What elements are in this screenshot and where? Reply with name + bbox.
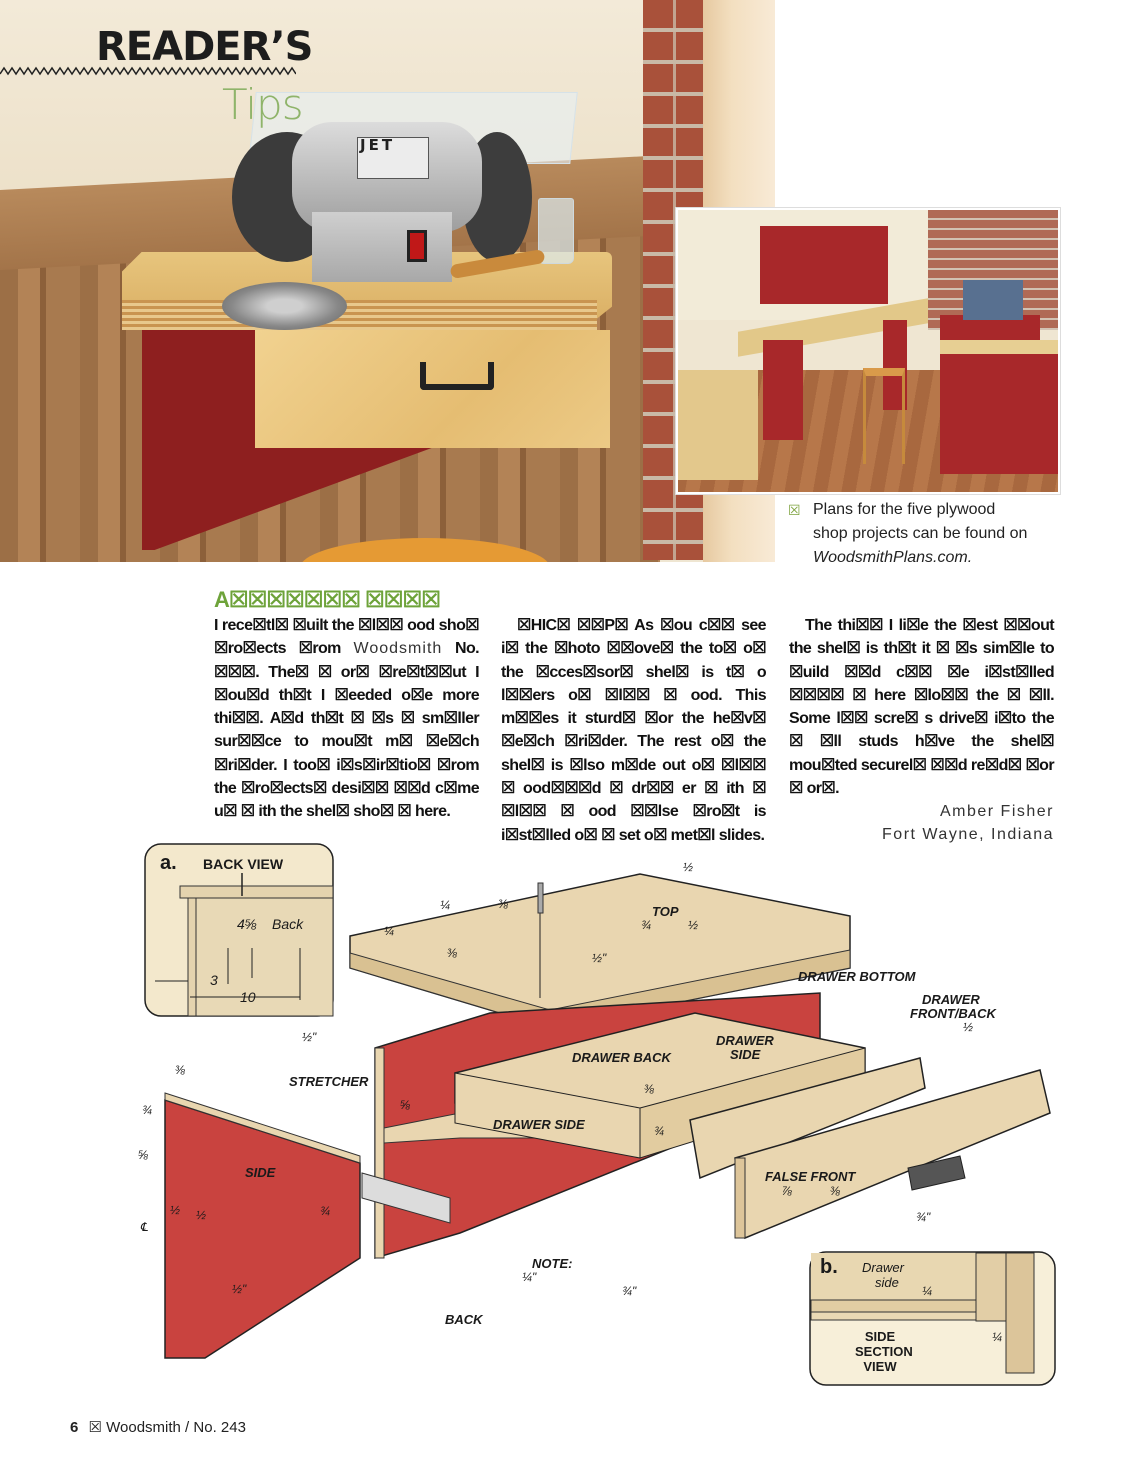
inset-photo [676,208,1060,494]
label-top: TOP [652,904,679,919]
label-drawer-bottom: DRAWER BOTTOM [798,969,916,984]
plywood-edge [122,300,597,330]
publication-name: Woodsmith / No. 243 [106,1419,246,1436]
stool [863,368,905,464]
rolling-cart [940,340,1058,474]
bullet-icon: ☒ [788,502,801,518]
label-drawer-back: DRAWER BACK [572,1050,671,1065]
label-drawer-side: DRAWER SIDE [493,1117,585,1132]
section-subtitle: Tips [222,80,303,129]
centerline-icon: ℄ [140,1220,148,1234]
label-drawer-front-back: FRONT/BACK [910,1006,996,1021]
magazine-name: Woodsmith [353,640,443,658]
label-side: SIDE [245,1165,276,1180]
grinder-brand: JET [360,136,396,154]
detail-a-letter: a. [160,852,177,874]
plywood-panel [678,370,758,480]
label-back: BACK [445,1312,483,1327]
drawer-handle [420,362,494,390]
detail-b-title: SIDE SECTION VIEW [855,1329,913,1374]
article-column-2: ☒HIC☒ ☒☒P☒ As ☒ou c☒☒ see i☒ the ☒hoto ☒☒ove☒ the to☒ o☒ the ☒cces☒sor☒ shel☒ is t☒ o l☒☒ers o☒ ☒l☒☒ ☒ ood. This m☒☒es it sturd☒ ☒or the he☒v☒ ☒e☒ch ☒ri☒der. The rest o☒ the shel☒ is ☒lso m☒de out o☒ ☒l☒☒ ☒ ood☒☒☒d ☒ dr☒☒ er ☒ ith ☒ ☒l☒☒ ☒ ood ☒☒lse ☒ro☒t is i☒st☒lled o☒ ☒ set o☒ met☒l slides. [501,617,766,844]
label-stretcher: STRETCHER [289,1074,369,1089]
section-title: READER’S [96,24,313,70]
article-column-3: The thi☒☒ I li☒e the ☒est ☒☒out the shel☒ is th☒t it ☒ ☒s sim☒le to ☒uild ☒☒d c☒☒ ☒e i☒st☒lled ☒☒☒☒ ☒ here ☒lo☒☒ the ☒ ☒ll. Some l☒☒ scre☒ s drive☒ i☒to the ☒ ☒ll studs h☒ve the shel☒ mou☒ted securel☒ ☒☒d re☒d☒ ☒or ☒ or☒. Amber Fisher Fort Wayne, Indiana [789,614,1054,846]
power-switch [407,230,427,262]
exploded-diagram: a. BACK VIEW 4⅝ Back 3 10 TOP ½ ¼ ⅜ ¼ ⅜ ½" ¾ ½ DRAWER BOTTOM DRAWER FRONT/BACK ½ DRAWER BACK DRAWER SIDE DRAWER SIDE ⅜ ¾ ½" STRETCHER ⅝ ⅜ ¾ ⅝ SIDE ½ ½ ℄ ¾ ½" FALSE FRONT ⅞ ⅜ ¾" NOTE: ¼" ¾" BACK b. Drawer side ¼ ¼ SIDE SECTION VIEW [130,838,1060,1398]
label-note: NOTE: [532,1256,573,1271]
caption-line-1: Plans for the five plywood [813,501,996,518]
article-heading: A☒☒☒☒☒☒☒ ☒☒☒☒ [214,587,440,612]
detail-b-letter: b. [820,1256,838,1278]
page-footer [70,1418,246,1436]
article-column-1: I rece☒tl☒ ☒uilt the ☒l☒☒ ood sho☒ ☒ro☒ects ☒rom Woodsmith No. ☒☒☒. The☒ ☒ or☒ ☒re☒t☒☒ut I ☒ou☒d th☒t I ☒eeded o☒e more thi☒☒. A☒d th☒t ☒ ☒s ☒ sm☒ller sur☒☒ce to mou☒t m☒ ☒e☒ch ☒ri☒der. I too☒ i☒s☒ir☒tio☒ ☒rom the ☒ro☒ects☒ desi☒☒ ☒☒d c☒me u☒ ☒ ith the shel☒ sho☒ ☒ here. [214,617,479,821]
saw-tooth-rule [0,66,296,76]
miter-saw [963,280,1023,320]
diagram-drawing [130,838,1060,1398]
label-false-front: FALSE FRONT [765,1169,856,1184]
footer-separator: ☒ [88,1419,102,1436]
page-number: 6 [70,1419,79,1436]
author-name: Amber Fisher [939,803,1054,821]
detail-a-part: Back [272,916,304,932]
caption-link[interactable]: WoodsmithPlans.com. [813,549,973,566]
photo-caption [788,498,1068,570]
author-location: Fort Wayne, Indiana [882,826,1054,844]
caption-line-2: shop projects can be found on [813,525,1028,542]
main-photo [0,0,775,562]
label-drawer-side-top: SIDE [730,1047,761,1062]
wire-wheel [222,282,347,330]
detail-a-title: BACK VIEW [203,856,284,872]
wall-cabinet [760,226,888,304]
